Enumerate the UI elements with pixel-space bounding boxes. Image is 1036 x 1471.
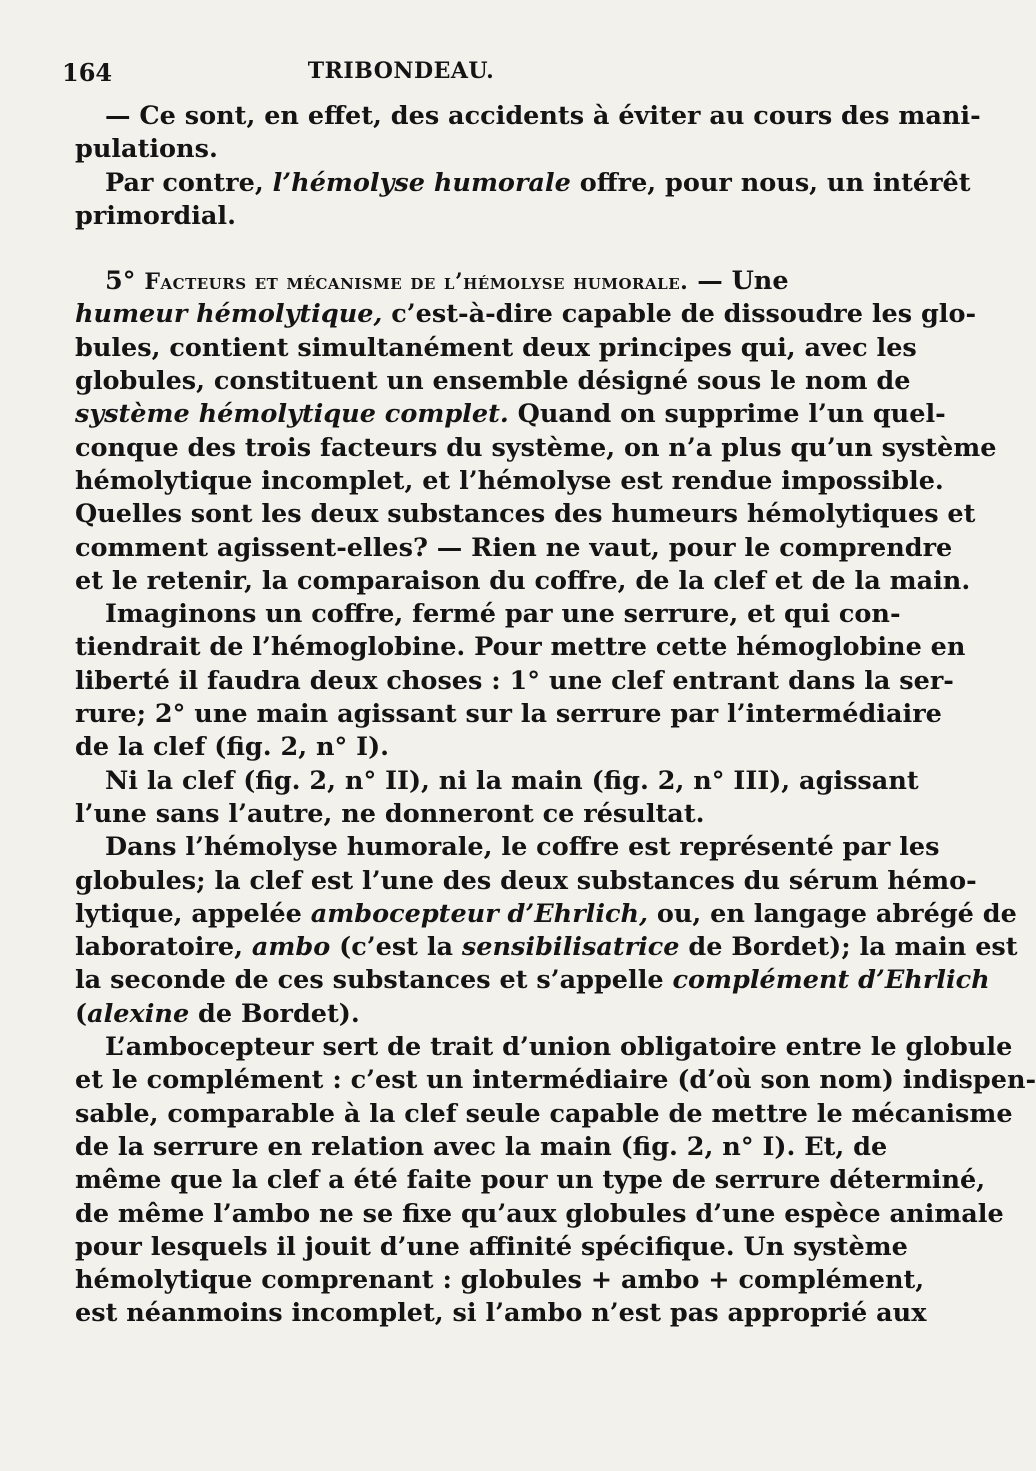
text-line [75,964,990,997]
text-line [75,731,785,764]
text-line [75,365,911,398]
text-line [75,865,977,898]
text-line [75,1131,888,1164]
text-line [75,465,944,498]
text-span: laboratoire, [75,932,252,963]
italic-span: système hémolytique complet. [75,399,509,430]
italic-span: ambo [251,932,331,963]
text-line [75,398,946,431]
text-span: hémolytique comprenant : globules + ambo + complément, [75,1265,925,1296]
text-line [75,698,942,731]
text-line [75,998,785,1031]
text-line [75,167,971,200]
text-span: rure; 2° une main agissant sur la serrure par l’intermédiaire [75,699,942,730]
italic-span: ambocepteur d’Ehrlich, [310,898,648,929]
text-span: et le complément : c’est un intermédiaire (d’où son nom) indispen- [75,1065,1036,1096]
text-line [75,631,966,664]
section-number: 5° [105,266,145,297]
italic-span: sensibilisatrice [461,932,680,963]
text-line [75,298,977,331]
page-header [62,58,740,94]
text-line [75,665,954,698]
text-span: la seconde de ces substances et s’appelle [75,965,673,996]
text-span: tiendrait de l’hémoglobine. Pour mettre cette hémoglobine en [75,632,966,663]
body-text [75,100,1036,1331]
text-span: et le retenir, la comparaison du coffre, de la clef et de la main. [75,565,971,596]
text-line [75,100,981,133]
text-line [75,931,1018,964]
text-span: même que la clef a été faite pour un type de serrure déterminé, [75,1165,986,1196]
text-span: primordial. [75,200,236,231]
text-line [75,898,1017,931]
text-span: est néanmoins incomplet, si l’ambo n’est pas approprié aux [75,1298,927,1329]
text-span: ou, en langage abrégé de [647,898,1017,929]
text-span: L’ambocepteur sert de trait d’union obligatoire entre le globule [105,1032,1013,1063]
text-span: de la clef (fig. 2, n° I). [75,732,390,763]
text-span: Ni la clef (fig. 2, n° II), ni la main (fig. 2, n° III), agissant [105,765,919,796]
text-span: de Bordet). [189,998,360,1029]
text-span: bules, contient simultanément deux principes qui, avec les [75,332,917,363]
text-span: liberté il faudra deux choses : 1° une clef entrant dans la ser- [75,665,954,696]
italic-span: l’hémolyse humorale [272,167,571,198]
text-line [75,532,953,565]
text-span: globules, constituent un ensemble désigné sous le nom de [75,366,911,397]
text-span: Quand on supprime l’un quel- [508,399,946,430]
text-span: pour lesquels il jouit d’une affinité spécifique. Un système [75,1231,908,1262]
text-line [75,565,971,598]
text-span: c’est-à-dire capable de dissoudre les glo- [382,299,977,330]
italic-span: alexine [87,998,190,1029]
text-line [75,498,976,531]
text-span: Imaginons un coffre, fermé par une serrure, et qui con- [105,599,901,630]
text-span: (c’est la [330,932,462,963]
running-title: TRIBONDEAU. [307,58,495,84]
text-span: offre, pour nous, un intérêt [570,167,971,198]
text-line [75,1231,908,1264]
text-span: l’une sans l’autre, ne donneront ce résultat. [75,798,705,829]
text-line [75,1297,927,1330]
text-span: pulations. [75,134,218,165]
text-span: sable, comparable à la clef seule capable de mettre le mécanisme [75,1098,1013,1129]
text-span: ( [75,998,88,1029]
text-line [75,1064,1036,1097]
text-line [75,598,901,631]
text-span: comment agissent-elles? — Rien ne vaut, pour le comprendre [75,532,953,563]
italic-span: humeur hémolytique, [75,299,383,330]
section-heading-line [75,265,789,298]
text-line [75,133,785,166]
text-line [75,765,919,798]
text-span: conque des trois facteurs du système, on n’a plus qu’un système [75,432,997,463]
text-line [75,831,940,864]
text-span: de Bordet); la main est [679,932,1018,963]
text-span: Quelles sont les deux substances des humeurs hémolytiques et [75,499,976,530]
text-span: Dans l’hémolyse humorale, le coffre est représenté par les [105,832,940,863]
text-span: lytique, appelée [75,898,311,929]
text-line [75,432,997,465]
text-span: globules; la clef est l’une des deux substances du sérum hémo- [75,865,977,896]
text-line [75,1031,1013,1064]
text-line [75,1264,925,1297]
text-span: hémolytique incomplet, et l’hémolyse est rendue impossible. [75,465,944,496]
text-span: de même l’ambo ne se fixe qu’aux globules d’une espèce animale [75,1198,1004,1229]
page-number: 164 [62,58,113,87]
text-line [75,1164,986,1197]
text-line [75,1198,1004,1231]
paragraph-gap [75,233,785,265]
text-span: — Ce sont, en effet, des accidents à éviter au cours des mani- [105,101,981,131]
italic-span: complément d’Ehrlich [672,965,990,996]
text-span: de la serrure en relation avec la main (fig. 2, n° I). Et, de [75,1131,888,1162]
text-line [75,200,785,233]
section-heading: Facteurs et mécanisme de l’hémolyse humorale. [144,269,689,296]
text-line [75,332,917,365]
text-line [75,798,785,831]
text-line [75,1098,1013,1131]
text-span: — Une [688,266,789,297]
text-span: Par contre, [105,167,273,198]
